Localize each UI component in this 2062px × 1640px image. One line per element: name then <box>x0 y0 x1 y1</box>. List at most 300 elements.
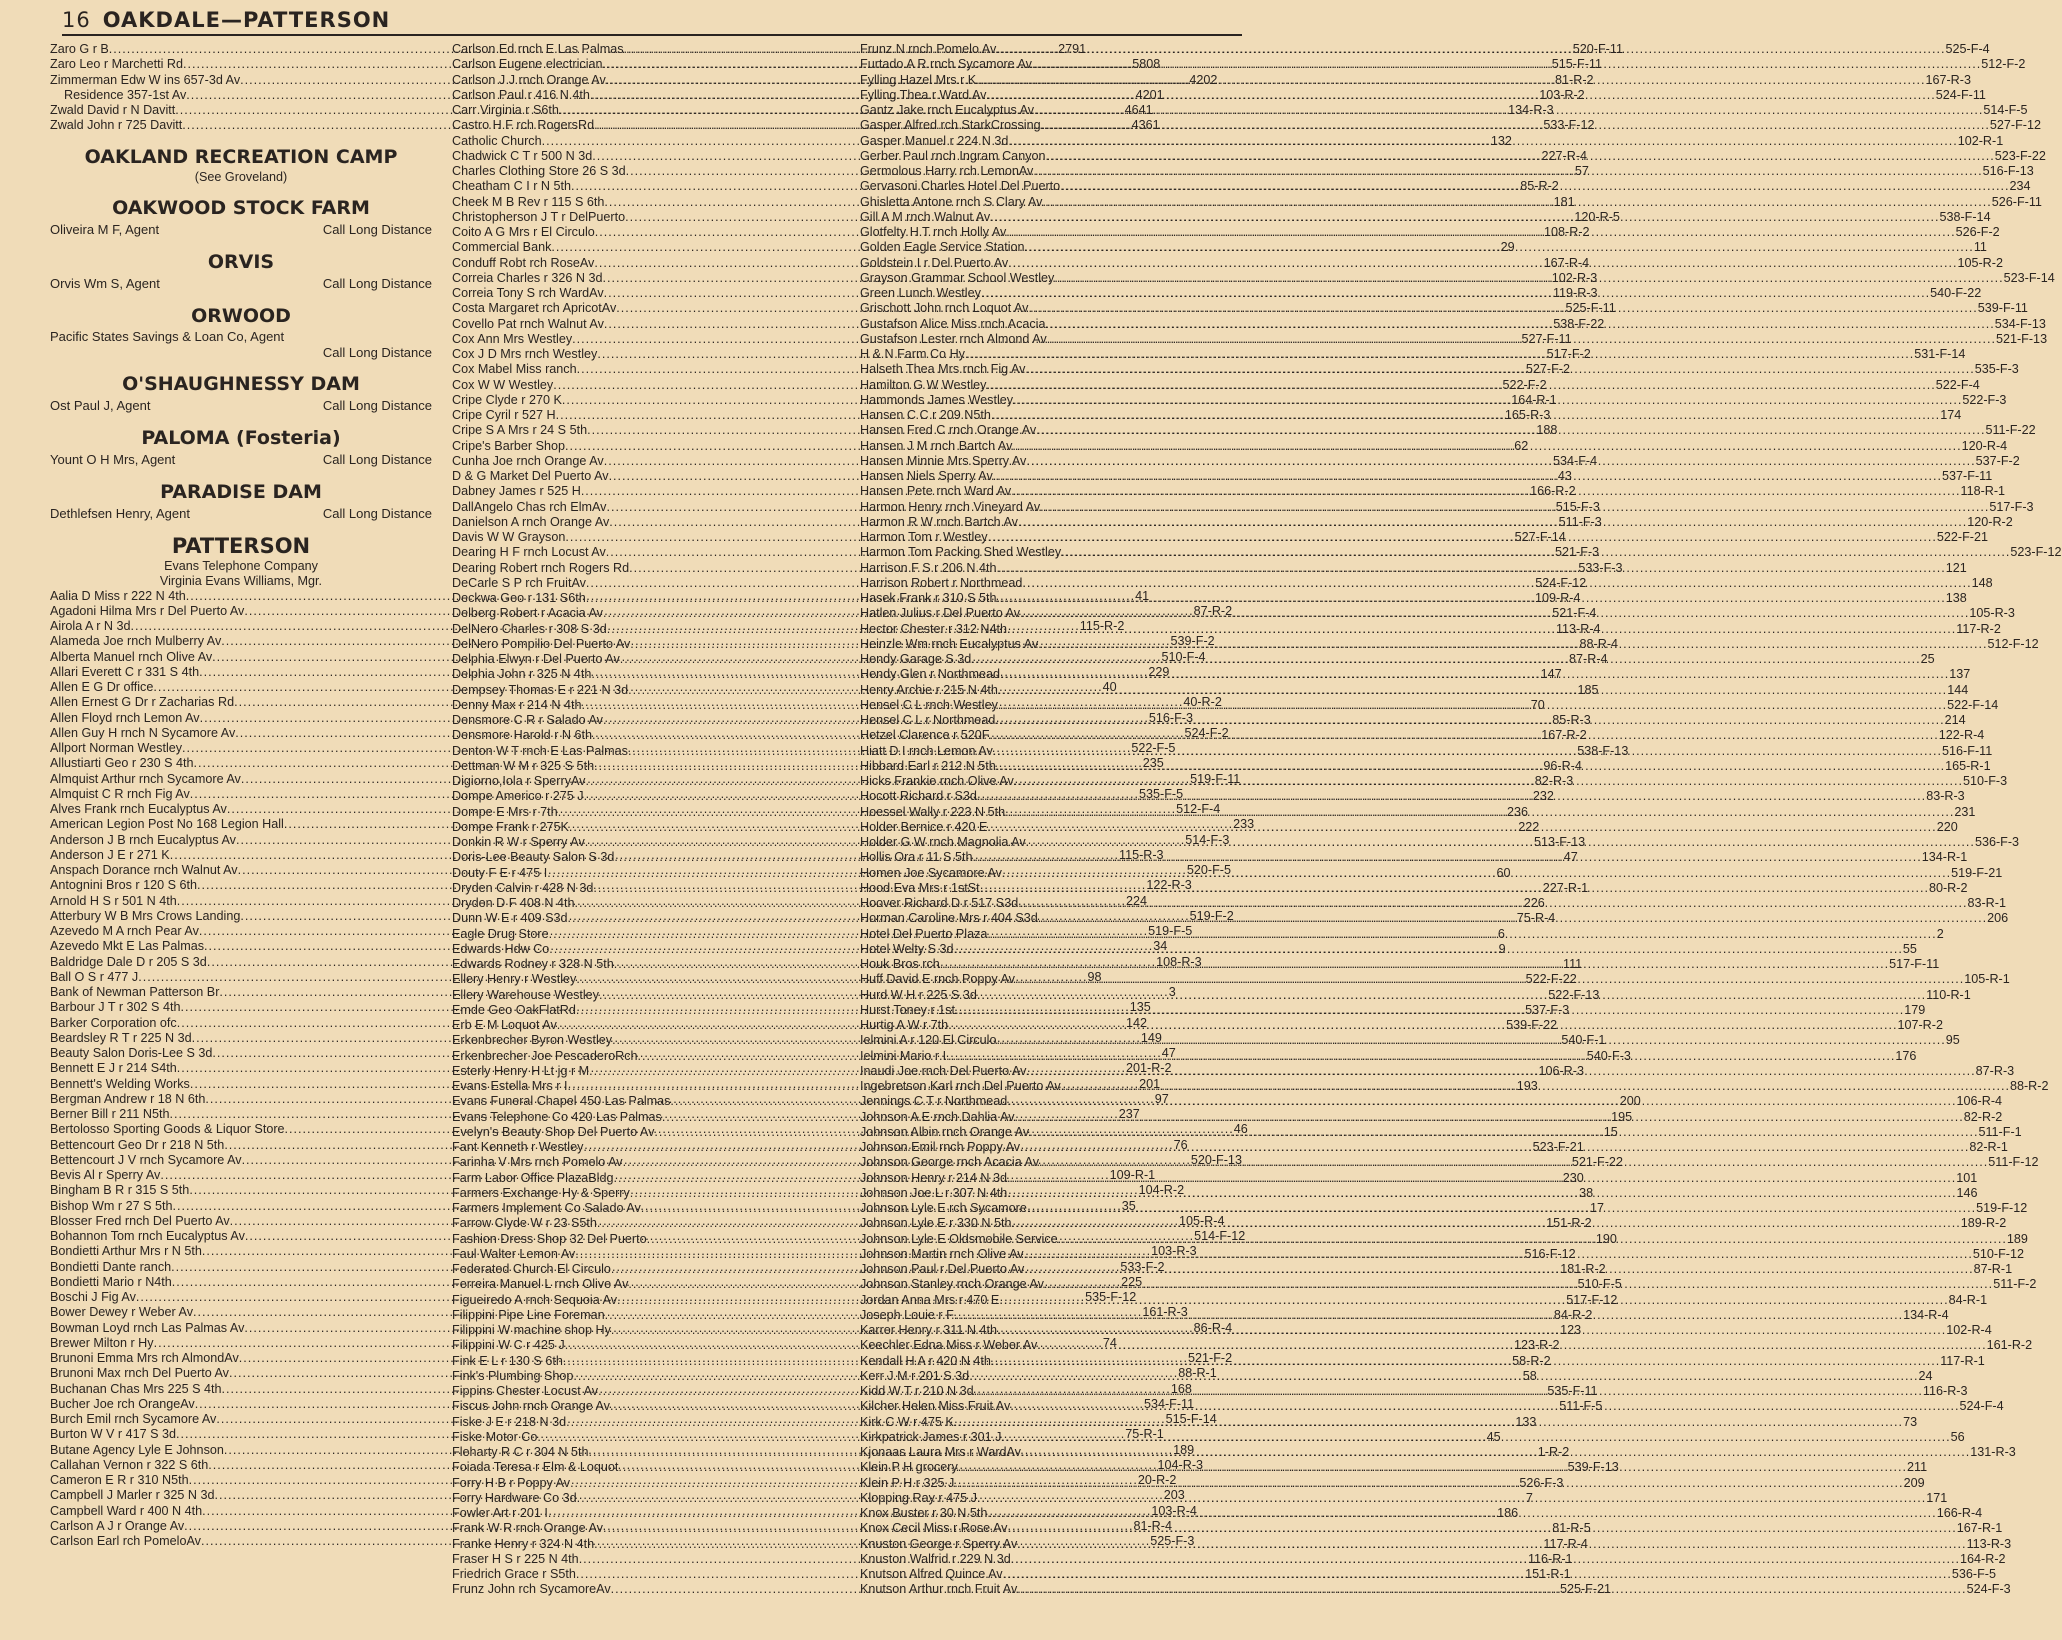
listing-name: Frunz John rch SycamoreAv <box>452 1582 611 1597</box>
listing-number: 516-F-12 <box>1524 1246 1576 1261</box>
listing-number: 510-F-12 <box>1972 1246 2024 1261</box>
listing-name: Kirkpatrick James r 301 J <box>860 1429 1002 1444</box>
listing-number: 516-F-13 <box>1982 164 2034 178</box>
listing-number: 15 <box>1603 1124 1618 1139</box>
dot-leader <box>999 1293 1948 1308</box>
listing-number: 104-R-2 <box>1138 1183 1185 1198</box>
listing-number: 83-R-3 <box>1926 789 1965 804</box>
listing-name: Frank W R rnch Orange Av <box>452 1521 603 1536</box>
dot-leader <box>1014 771 1963 789</box>
listing-name: Hoover Richard D r 517 S3d <box>860 896 1019 910</box>
listing-name: Cripe's Barber Shop <box>452 438 566 453</box>
listing-number: 103-R-3 <box>1151 1244 1197 1259</box>
listing-number: 75-R-4 <box>1516 911 1556 926</box>
listing-name: Hansen Pete rnch Ward Av <box>860 484 1012 499</box>
dot-leader <box>955 1003 1904 1018</box>
listing-number: 102-R-4 <box>1946 1323 1992 1337</box>
listing-name: Barker Corporation ofc <box>50 1015 177 1030</box>
listing-name: Ingebretson Karl rnch Del Puerto Av <box>860 1079 1061 1093</box>
listing-number: 113-R-4 <box>1555 621 1601 636</box>
listing-number: 117-R-4 <box>1543 1536 1588 1551</box>
listing-name: Airola A r N 3d <box>50 619 131 633</box>
page-title: OAKDALE—PATTERSON <box>102 8 391 32</box>
listing-number: 179 <box>1904 1002 1926 1017</box>
listing-name: Hansen C C r 209 N5th <box>860 408 991 422</box>
listing-number: 120-R-5 <box>1574 209 1620 224</box>
listing-number: 524-F-4 <box>1959 1399 2004 1414</box>
listing-name: Grischott John rnch Loquot Av <box>860 301 1029 316</box>
listing-name: Halseth Thea Mrs rnch Fig Av <box>860 362 1026 377</box>
listing-number: 229 <box>1148 664 1170 679</box>
listing-name: Almquist C R rnch Fig Av <box>50 786 190 801</box>
dot-leader <box>1013 393 1962 408</box>
listing-name: Azevedo M A rnch Pear Av <box>50 924 199 938</box>
listing-number: 167-R-3 <box>1925 72 1971 87</box>
listing-name: Carlson Ed rnch E Las Palmas <box>452 42 624 56</box>
listing-number: 521-F-13 <box>1995 331 2048 346</box>
listing-number: 237 <box>1118 1107 1140 1121</box>
listing-number: 517-F-2 <box>1546 347 1591 361</box>
listing-name: Donkin R W r Sperry Av <box>452 835 585 849</box>
listing-number: 193 <box>1516 1079 1538 1093</box>
listing-name: Gustafson Lester rnch Almond Av <box>860 331 1047 346</box>
listing-name: Boschi J Fig Av <box>50 1290 136 1304</box>
listing-name: Dettman W M r 325 S 5th <box>452 758 595 773</box>
listing-name: Eagle Drug Store <box>452 926 549 941</box>
agent-name: Oliveira M F, Agent <box>50 221 160 237</box>
listing-name: Carlson Eugene electrician <box>452 57 603 72</box>
agent-line-orvis <box>50 275 432 293</box>
dot-leader <box>1026 1064 1975 1079</box>
listing-name: Brunoni Emma Mrs rch AlmondAv <box>50 1351 239 1365</box>
dot-leader <box>1003 1567 1952 1582</box>
listing-name: Zaro Leo r Marchetti Rd <box>50 57 183 72</box>
call-note: Call Long Distance <box>322 505 432 521</box>
listing-name: Farrow Clyde W r 23 S5th <box>452 1216 597 1231</box>
listing-name: Emde Geo OakFlatRd <box>452 1002 576 1017</box>
listing-name: Fant Kenneth r Westley <box>452 1140 584 1154</box>
listing-name: Forry Hardware Co 3d <box>452 1490 577 1505</box>
listing-name: Evans Telephone Co 420 Las Palmas <box>452 1109 662 1124</box>
listing-number: 209 <box>1903 1475 1925 1490</box>
dot-leader <box>969 1369 1918 1384</box>
listing-name: Edwards Rodney r 328 N 5th <box>452 957 614 971</box>
listing-number: 1-R-2 <box>1537 1445 1570 1459</box>
listing-number: 232 <box>1532 789 1554 804</box>
listing-number: 151-R-2 <box>1546 1216 1592 1231</box>
listing-number: 58 <box>1522 1368 1537 1383</box>
dot-leader <box>997 588 1946 606</box>
listing-number: 527-F-12 <box>1989 118 2041 133</box>
listing-name: Kilcher Helen Miss Fruit Av <box>860 1399 1011 1414</box>
dot-leader <box>997 1320 1946 1338</box>
listing-number: 519-F-5 <box>1148 924 1193 938</box>
listing-number: 510-F-3 <box>1963 774 2008 788</box>
dot-leader <box>1033 164 1982 179</box>
listing-name: Fraser H S r 225 N 4th <box>452 1551 579 1566</box>
listing-name: Evelyn's Beauty Shop Del Puerto Av <box>452 1124 655 1139</box>
dot-leader <box>1026 454 1975 469</box>
listing-name: Johnson Lyle E Oldsmobile Service <box>860 1231 1058 1246</box>
listing-number: 522-F-13 <box>1548 987 1600 1002</box>
call-note: Call Long Distance <box>322 397 432 413</box>
listing-number: 87-R-4 <box>1569 652 1608 666</box>
dot-leader <box>1007 1518 1956 1536</box>
listing-name: Joseph Louie r F <box>860 1307 954 1322</box>
dot-leader <box>998 683 1947 698</box>
listing-name: Blosser Fred rnch Del Puerto Av <box>50 1213 230 1228</box>
dot-leader <box>1015 1110 1964 1125</box>
listing-number: 29 <box>1500 240 1515 255</box>
listing-name: Farm Labor Office PlazaBldg <box>452 1170 614 1185</box>
listing-name: Zwald John r 725 Davitt <box>50 118 183 133</box>
dot-leader <box>1005 805 1954 820</box>
listing-name: Cameron E R r 310 N5th <box>50 1473 189 1487</box>
listing-name: Hensel C L r Northmead <box>860 713 996 727</box>
listing-name: Catholic Church <box>452 133 542 148</box>
listing-name: Brunoni Max rnch Del Puerto Av <box>50 1366 229 1381</box>
listing-name: Carlson Earl rch PomeloAv <box>50 1534 201 1548</box>
agent-line-paradise <box>50 505 432 523</box>
listing-name: Forry H B r Poppy Av <box>452 1475 571 1490</box>
listing-name: Erb E M Loquot Av <box>452 1018 557 1032</box>
listing-name: Cox W W Westley <box>452 377 554 392</box>
listing-number: 510-F-5 <box>1577 1277 1622 1292</box>
listing-number: 214 <box>1944 713 1966 727</box>
listing-number: 535-F-11 <box>1547 1384 1598 1398</box>
dot-leader <box>1020 1137 1969 1155</box>
section-title-oakwood: OAKWOOD STOCK FARM <box>112 196 370 219</box>
listing-number: 144 <box>1947 682 1969 697</box>
listing-number: 535-F-12 <box>1085 1290 1137 1304</box>
listing-name: Frunz N rnch Pomelo Av <box>860 42 997 56</box>
listing-name: Dompe E Mrs r 7th <box>452 804 558 819</box>
listing-number: 201-R-2 <box>1126 1061 1172 1076</box>
listing-name: Houk Bros rch <box>860 957 940 971</box>
dot-leader <box>1007 622 1956 637</box>
listing-name: Glotfelty H T rnch Holly Av <box>860 225 1007 239</box>
listing-name: Hatlen Julius r Del Puerto Av <box>860 606 1021 621</box>
listing-number: 522-F-2 <box>1502 377 1547 392</box>
listing-name: Bettencourt J V rnch Sycamore Av <box>50 1152 242 1167</box>
listing-number: 520-F-5 <box>1186 863 1231 877</box>
listing-number: 235 <box>1142 756 1164 771</box>
dot-leader <box>954 1415 1903 1430</box>
listing-name: Beauty Salon Doris-Lee S 3d <box>50 1046 213 1060</box>
listing-name: Evans Funeral Chapel 450 Las Palmas <box>452 1094 671 1109</box>
listing-number: 226 <box>1523 896 1545 910</box>
listing-name: Callahan Vernon r 322 S 6th <box>50 1457 209 1472</box>
listing-number: 60 <box>1496 865 1511 880</box>
listing-name: Keechler Edna Miss r Weber Av <box>860 1338 1038 1353</box>
listing-name: Dryden D F 408 N 4th <box>452 896 575 910</box>
listing-number: 76 <box>1173 1137 1188 1152</box>
listing-number: 45 <box>1486 1429 1501 1444</box>
listing-name: Ball O S r 477 J <box>50 969 139 984</box>
listing-name: Ellery Henry r Westley <box>452 972 577 987</box>
dot-leader <box>971 649 1920 667</box>
listing-number: 118-R-1 <box>1960 484 2006 499</box>
listing-number: 524-F-3 <box>1966 1582 2011 1597</box>
listing-number: 539-F-11 <box>1977 301 2028 316</box>
listing-name: Knox Cecil Miss r Rose Av <box>860 1521 1008 1536</box>
listing-number: 123 <box>1560 1323 1582 1337</box>
dot-leader <box>996 42 1945 57</box>
listing-number: 134-R-1 <box>1921 850 1968 865</box>
listing-number: 46 <box>1233 1122 1248 1137</box>
listing-number: 88-R-2 <box>2009 1079 2049 1093</box>
listing-number: 47 <box>1161 1046 1176 1060</box>
listing-number: 4201 <box>1135 87 1164 102</box>
listing-name: Bennett's Welding Works <box>50 1076 190 1091</box>
listing-name: Ferreira Manuel L rnch Olive Av <box>452 1277 629 1292</box>
listing-number: 83-R-1 <box>1967 896 2006 910</box>
listing-name: Dabney James r 525 H <box>452 484 581 499</box>
listing-number: 526-F-2 <box>1955 225 2000 239</box>
listing-number: 511-F-3 <box>1558 514 1602 529</box>
dot-leader <box>1010 1396 1959 1414</box>
dot-leader <box>1017 1537 1966 1552</box>
dot-leader <box>988 530 1937 545</box>
listing-name: Arnold H S r 501 N 4th <box>50 893 177 908</box>
listing-name: Bishop Wm r 27 S 5th <box>50 1198 173 1213</box>
listing-name: Dunn W E r 409 S3d <box>452 911 568 926</box>
listing-number: 62 <box>1514 438 1529 453</box>
listing-name: Azevedo Mkt E Las Palmas <box>50 939 204 954</box>
listing-number: 4202 <box>1189 72 1218 87</box>
listing-name: Burch Emil rnch Sycamore Av <box>50 1412 217 1426</box>
listing-number: 234 <box>2009 179 2031 194</box>
listing-number: 121 <box>1945 560 1967 575</box>
listing-number: 81-R-5 <box>1552 1521 1591 1536</box>
listing-number: 108-R-3 <box>1156 954 1202 969</box>
dot-leader <box>1011 484 1960 499</box>
listing-name: Hotel Del Puerto Plaza <box>860 926 988 941</box>
listing-name: Knox Buster r 30 N 5th <box>860 1506 988 1520</box>
dot-leader <box>991 408 1940 423</box>
listing-number: 55 <box>1902 941 1917 956</box>
dot-leader <box>990 725 1939 743</box>
listing-number: 538-F-13 <box>1577 743 1629 758</box>
listing-name: Franke Henry r 324 N 4th <box>452 1536 595 1551</box>
listing-number: 116-R-1 <box>1527 1551 1573 1566</box>
listing-name: Burton W V r 417 S 3d <box>50 1427 176 1442</box>
dot-leader <box>990 210 1939 225</box>
listing-number: 523-F-12 <box>2010 545 2062 560</box>
dot-leader <box>1024 1247 1973 1262</box>
dot-leader <box>997 1030 1946 1048</box>
listing-number: 109-R-4 <box>1535 591 1581 605</box>
listing-name: Fleharty R C r 304 N 5th <box>452 1445 589 1459</box>
listing-number: 115-R-3 <box>1119 847 1164 862</box>
section-title-orvis: ORVIS <box>207 250 275 273</box>
listing-number: 515-F-14 <box>1165 1412 1217 1426</box>
listing-number: 186 <box>1497 1506 1519 1520</box>
listing-number: 84-R-2 <box>1553 1307 1593 1322</box>
listing-number: 189 <box>1173 1442 1195 1457</box>
listing-number: 117-R-1 <box>1940 1353 1985 1368</box>
listing-name: Chadwick C T r 500 N 3d <box>452 148 593 163</box>
dot-leader <box>986 378 1935 393</box>
listing-number: 539-F-2 <box>1170 634 1215 649</box>
dot-leader <box>1025 362 1974 377</box>
listing-number: 2 <box>1936 926 1944 941</box>
listing-name: Edwards Hdw Co <box>452 941 550 956</box>
listing-name: Kendall H A r 420 N 4th <box>860 1353 991 1368</box>
dot-leader <box>1021 1442 1970 1460</box>
dot-leader <box>954 1308 1903 1323</box>
listing-number: 3 <box>1168 985 1176 999</box>
listing-name: Evans Estella Mrs r I <box>452 1079 568 1093</box>
listing-number: 511-F-2 <box>1993 1277 2037 1292</box>
listing-number: 167-R-2 <box>1541 728 1587 743</box>
dot-leader <box>1058 1232 2007 1247</box>
listing-name: H & N Farm Co Hy <box>860 347 965 361</box>
listing-number: 540-F-22 <box>1930 286 1982 300</box>
listing-name: Christopherson J T r DelPuerto <box>452 209 626 224</box>
listing-number: 511-F-5 <box>1559 1399 1603 1414</box>
listing-name: Ghisletta Antone rnch S Clary Av <box>860 194 1043 209</box>
listing-number: 87-R-3 <box>1975 1063 2015 1078</box>
agent-name: Orvis Wm S, Agent <box>50 275 160 291</box>
listing-number: 227-R-1 <box>1542 880 1589 895</box>
listing-name: Cox J D Mrs rnch Westley <box>452 347 598 361</box>
listing-number: 24 <box>1918 1368 1933 1383</box>
listing-number: 514-F-3 <box>1185 832 1230 847</box>
listing-name: Ielmini A r 120 El Circulo <box>860 1033 997 1048</box>
listing-number: 111 <box>1563 957 1583 971</box>
listing-name: Harmon Tom r Westley <box>860 530 988 544</box>
dot-leader <box>1020 603 1969 621</box>
dot-leader <box>1038 908 1987 926</box>
listing-number: 522-F-3 <box>1962 392 2007 407</box>
listing-name: Cripe Cyril r 527 H <box>452 408 556 422</box>
listing-name: Kirk C W r 475 K <box>860 1414 954 1429</box>
dot-leader <box>1017 1582 1966 1597</box>
listing-name: Hector Chester r 312 N4th <box>860 621 1007 636</box>
listing-number: 88-R-4 <box>1579 636 1619 651</box>
listing-name: Fiske J E r 218 N 3d <box>452 1414 567 1429</box>
dot-leader <box>940 954 1889 972</box>
listing-number: 521-F-4 <box>1552 606 1597 621</box>
listing-number: 181 <box>1553 194 1575 209</box>
listing-number: 523-F-14 <box>2003 270 2055 285</box>
listing-name: Gervasoni Charles Hotel Del Puerto <box>860 179 1061 194</box>
listing-number: 524-F-12 <box>1535 575 1587 590</box>
listing-name: Johnson George rnch Acacia Av <box>860 1155 1039 1170</box>
listing-number: 41 <box>1135 588 1150 603</box>
section-title-paloma: PALOMA (Fosteria) <box>141 426 341 449</box>
listing-name: Fiscus John rnch Orange Av <box>452 1399 610 1414</box>
listing-name: Hasek Frank r 310 S 5th <box>860 591 997 605</box>
listing-number: 109-R-1 <box>1109 1168 1156 1182</box>
listing-number: 195 <box>1611 1109 1633 1124</box>
listing-name: American Legion Post No 168 Legion Hall <box>50 817 284 832</box>
listing-number: 103-R-2 <box>1539 87 1585 102</box>
listing-name: Berner Bill r 211 N5th <box>50 1107 170 1121</box>
dot-leader <box>995 710 1944 728</box>
listing-number: 189-R-2 <box>1960 1216 2007 1231</box>
listing-number: 81-R-2 <box>1555 72 1594 87</box>
listing-row <box>860 941 1917 957</box>
listing-number: 11 <box>1973 240 1987 255</box>
dot-leader <box>1040 500 1989 515</box>
listing-name: Bingham B R r 315 S 5th <box>50 1183 190 1198</box>
listing-number: 188 <box>1536 423 1558 438</box>
listing-number: 522-F-22 <box>1525 972 1577 987</box>
listing-number: 103-R-4 <box>1151 1503 1197 1518</box>
agent-line-paloma <box>50 451 432 469</box>
listing-number: 25 <box>1920 652 1935 666</box>
listing-number: 75-R-1 <box>1125 1427 1164 1442</box>
listing-number: 540-F-1 <box>1561 1033 1606 1048</box>
listing-name: Johnson Martin rnch Olive Av <box>860 1246 1024 1261</box>
listing-name: Alameda Joe rnch Mulberry Av <box>50 634 222 649</box>
listing-name: Johnson Lyle E rch Sycamore <box>860 1201 1027 1215</box>
listing-name: Cripe Clyde r 270 K <box>452 392 562 407</box>
listing-name: Correia Charles r 326 N 3d <box>452 270 603 285</box>
listing-name: Johnson Paul r Del Puerto Av <box>860 1262 1025 1276</box>
listing-number: 108-R-2 <box>1544 225 1590 239</box>
listing-name: Zimmerman Edw W ins 657-3d Av <box>50 72 241 87</box>
listing-name: DelNero Charles r 308 S 3d <box>452 621 607 636</box>
listing-number: 73 <box>1903 1414 1918 1429</box>
listing-name: Bower Dewey r Weber Av <box>50 1305 194 1320</box>
dot-leader <box>1047 332 1996 347</box>
listing-name: Fylling Hazel Mrs r K <box>860 72 977 87</box>
listing-name: Fashion Dress Shop 32 Del Puerto <box>452 1231 647 1246</box>
listing-name: Carlson A J r Orange Av <box>50 1518 185 1533</box>
listing-number: 225 <box>1121 1274 1143 1289</box>
listing-number: 519-F-21 <box>1951 865 2003 880</box>
listing-name: Foiada Teresa r Elm & Loquot <box>452 1460 619 1475</box>
listing-name: Allport Norman Westley <box>50 741 183 755</box>
listing-number: 525-F-11 <box>1565 301 1616 316</box>
listing-name: Henry Archie r 215 N 4th <box>860 682 998 697</box>
listing-name: Coito A G Mrs r El Circulo <box>452 225 595 239</box>
listing-number: 222 <box>1518 819 1540 834</box>
dot-leader <box>996 759 1945 774</box>
listing-number: 88-R-1 <box>1178 1366 1217 1381</box>
section-title-orwood: ORWOOD <box>191 304 291 327</box>
listing-name: Johnson Albin rnch Orange Av <box>860 1124 1030 1139</box>
listing-number: 161-R-2 <box>1986 1338 2033 1353</box>
dot-leader <box>1029 1125 1978 1140</box>
listing-name: Anderson J B rnch Eucalyptus Av <box>50 832 236 847</box>
listing-name: Allen Guy H rnch N Sycamore Av <box>50 725 236 740</box>
dot-leader <box>954 942 1903 957</box>
listing-number: 523-F-21 <box>1532 1140 1584 1154</box>
listing-number: 510-F-4 <box>1161 649 1206 664</box>
dot-leader <box>1042 195 1991 210</box>
listing-name: Holder Bernice r 420 E <box>860 819 988 834</box>
listing-name: Furtado A R rnch Sycamore Av <box>860 57 1032 72</box>
listing-name: Carlson J J rnch Orange Av <box>452 72 606 87</box>
dot-leader <box>1006 225 1955 240</box>
listing-name: Hiatt D I rnch Lemon Av <box>860 743 993 758</box>
listing-name: Harrison F S r 206 N 4th <box>860 560 997 575</box>
listing-name: Dryden Calvin r 428 N 3d <box>452 880 594 895</box>
agent-name-orwood: Pacific States Savings & Loan Co, Agent <box>50 328 285 344</box>
listing-name: Hansen Minnie Mrs Sperry Av <box>860 453 1027 468</box>
dot-leader <box>1026 832 1975 850</box>
listing-name: Bohannon Tom rnch Eucalyptus Av <box>50 1229 245 1243</box>
listing-name: Ellery Warehouse Westley <box>452 987 599 1002</box>
listing-number: 87-R-2 <box>1193 603 1233 618</box>
listing-number: 142 <box>1125 1015 1147 1030</box>
listing-number: 122-R-3 <box>1146 878 1192 893</box>
listing-name: Zaro G r B <box>50 42 109 56</box>
